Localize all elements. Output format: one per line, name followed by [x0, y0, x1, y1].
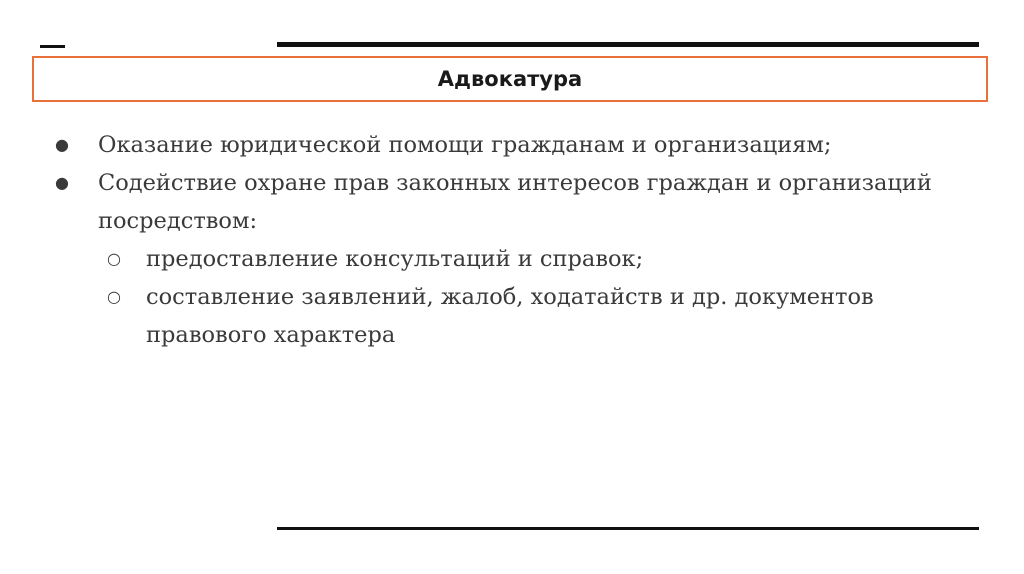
short-dash-decoration: [40, 45, 65, 48]
list-item: [55, 126, 975, 164]
sub-list-item-text: составление заявлений, жалоб, ходатайств и др. документов правового характера: [146, 284, 874, 348]
title-box: [32, 56, 988, 102]
list-item-text: Содействие охране прав законных интересов граждан и организаций посредством:: [98, 170, 932, 234]
sub-list-item: [55, 240, 975, 278]
bullet-list: [55, 126, 975, 354]
hollow-bullet-icon: ○: [107, 287, 121, 306]
sub-list-item-text: предоставление консультаций и справок;: [146, 246, 644, 272]
top-rule: [277, 42, 979, 47]
slide-title: Адвокатура: [437, 67, 583, 91]
filled-bullet-icon: ●: [55, 173, 69, 192]
hollow-bullet-icon: ○: [107, 249, 121, 268]
filled-bullet-icon: ●: [55, 135, 69, 154]
list-item-text: Оказание юридической помощи гражданам и организациям;: [98, 132, 832, 158]
sub-list-item: [55, 278, 975, 354]
bottom-rule: [277, 527, 979, 530]
list-item: [55, 164, 975, 240]
